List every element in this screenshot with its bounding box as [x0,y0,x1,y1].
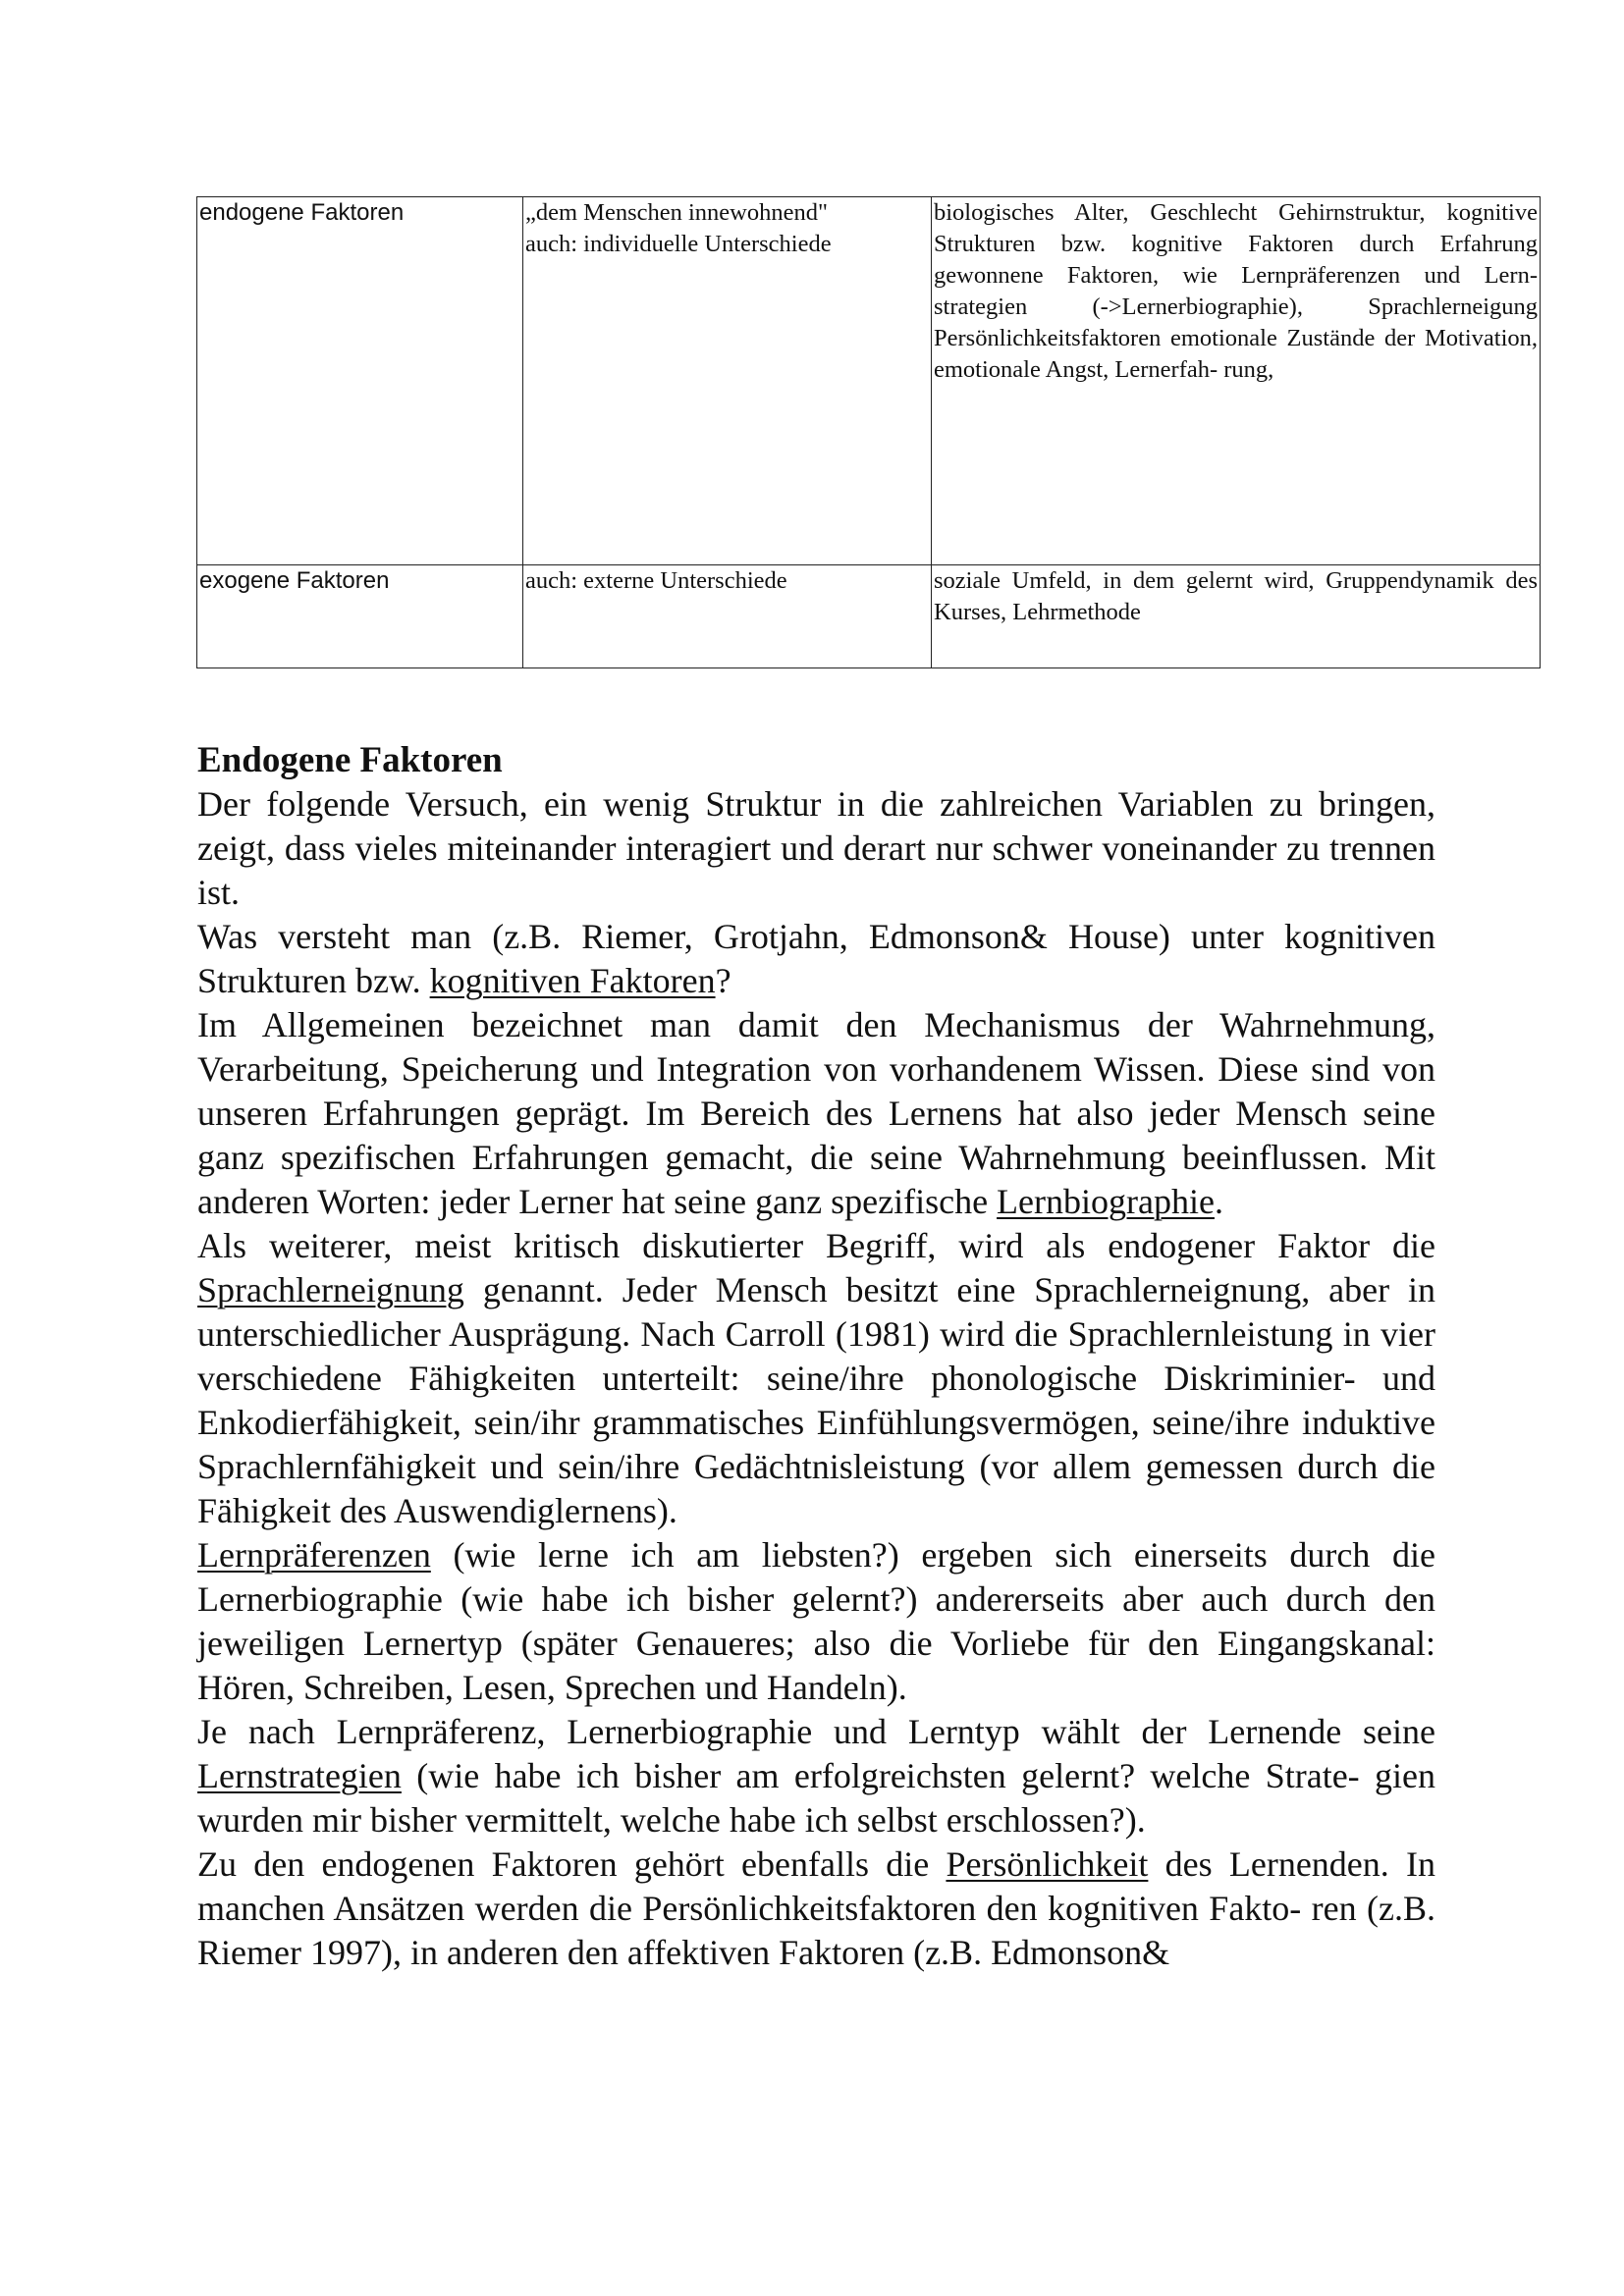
paragraph-text: Was versteht man (z.B. Riemer, Grotjahn, Edmonson& House) unter kognitiven Strukturen bzw. [197,917,1435,1000]
paragraph: Der folgende Versuch, ein wenig Struktur in die zahlreichen Variablen zu bringen, zeigt, dass vieles miteinander interagiert und derart nur schwer voneinander zu trennen ist. [197,784,1435,912]
paragraph-text: ? [715,961,731,1000]
factor-examples-cell [932,197,1541,565]
paragraph-text: (wie lerne ich am liebsten?) ergeben sich einerseits durch die Lernerbiographie (wie habe ich bisher gelernt?) andererseits aber auch durch den jeweiligen Lernertyp (später Genaueres; also die Vorliebe für den Eingangskanal: Hören, Schreiben, Lesen, Sprechen und Handeln). [197,1535,1435,1707]
factor-examples: biologisches Alter, Geschlecht Gehirnstruktur, kognitive Strukturen bzw. kognitive Faktoren durch Erfahrung gewonnene Faktoren, wie Lernpräferenzen und Lern- strategien (->Lernerbiographie), Sprachlerneigung Persönlichkeitsfaktoren emotionale Zustände der Motivation, emotionale Angst, Lernerfah- rung, [934,199,1538,383]
term-lernpraeferenzen: Lernpräferenzen [197,1535,431,1575]
factor-name-cell [197,565,523,668]
endogenous-factors-section [197,738,1435,1975]
paragraph [197,1003,1435,1224]
table-row [197,565,1541,668]
paragraph [197,1533,1435,1710]
paragraph-text: des Lernenden. In manchen Ansätzen werden die Persönlichkeitsfaktoren den kognitiven Fakto- ren (z.B. Riemer 1997), in anderen den affektiven Faktoren (z.B. Edmonson& [197,1844,1436,1972]
term-lernstrategien: Lernstrategien [197,1756,402,1795]
table-row [197,197,1541,565]
term-sprachlerneignung: Sprachlerneignung [197,1270,464,1309]
factor-meaning-line: auch: externe Unterschiede [525,567,787,594]
term-kognitive-faktoren: kognitiven Faktoren [429,961,716,1000]
factor-examples: soziale Umfeld, in dem gelernt wird, Gruppendynamik des Kurses, Lehrmethode [934,567,1538,625]
factor-meaning-cell [523,197,932,565]
factor-name: endogene Faktoren [199,199,405,226]
paragraph [197,1710,1435,1842]
factor-name-cell [197,197,523,565]
paragraph-text: . [1214,1182,1223,1221]
factor-meaning-line: auch: individuelle Unterschiede [525,231,832,257]
paragraph-text: Je nach Lernpräferenz, Lernerbiographie und Lerntyp wählt der Lernende seine [197,1712,1435,1751]
factors-table [196,196,1541,668]
paragraph-text: Zu den endogenen Faktoren gehört ebenfalls die [197,1844,947,1884]
paragraph [197,1224,1435,1533]
term-lernbiographie: Lernbiographie [997,1182,1215,1221]
factor-examples-cell [932,565,1541,668]
paragraph [197,915,1435,1003]
paragraph [197,1842,1435,1975]
term-persoenlichkeit: Persönlichkeit [946,1844,1149,1884]
factor-meaning-cell [523,565,932,668]
section-heading: Endogene Faktoren [197,740,503,780]
paragraph-text: genannt. Jeder Mensch besitzt eine Sprachlerneignung, aber in unterschiedlicher Ausprägung. Nach Carroll (1981) wird die Sprachlernleistung in vier verschiedene Fähigkeiten unterteilt: seine/ihre phonologische Diskriminier- und Enkodierfähigkeit, sein/ihr grammatisches Einfühlungsvermögen, seine/ihre induktive Sprachlernfähigkeit und sein/ihre Gedächtnisleistung (vor allem gemessen durch die Fähigkeit des Auswendiglernens). [197,1270,1435,1530]
factor-name: exogene Faktoren [199,567,390,594]
paragraph-text: Im Allgemeinen bezeichnet man damit den Mechanismus der Wahrnehmung, Verarbeitung, Speicherung und Integration von vorhandenem Wissen. Diese sind von unseren Erfahrungen geprägt. Im Bereich des Lernens hat also jeder Mensch seine ganz spezifischen Erfahrungen gemacht, die seine Wahrnehmung beeinflussen. Mit anderen Worten: jeder Lerner hat seine ganz spezifische [197,1005,1435,1221]
factor-meaning-line: „dem Menschen innewohnend" [525,199,828,226]
paragraph-text: (wie habe ich bisher am erfolgreichsten gelernt? welche Strate- gien wurden mir bisher vermittelt, welche habe ich selbst erschlossen?). [197,1756,1435,1840]
paragraph-text: Als weiterer, meist kritisch diskutierter Begriff, wird als endogener Faktor die [197,1226,1435,1265]
